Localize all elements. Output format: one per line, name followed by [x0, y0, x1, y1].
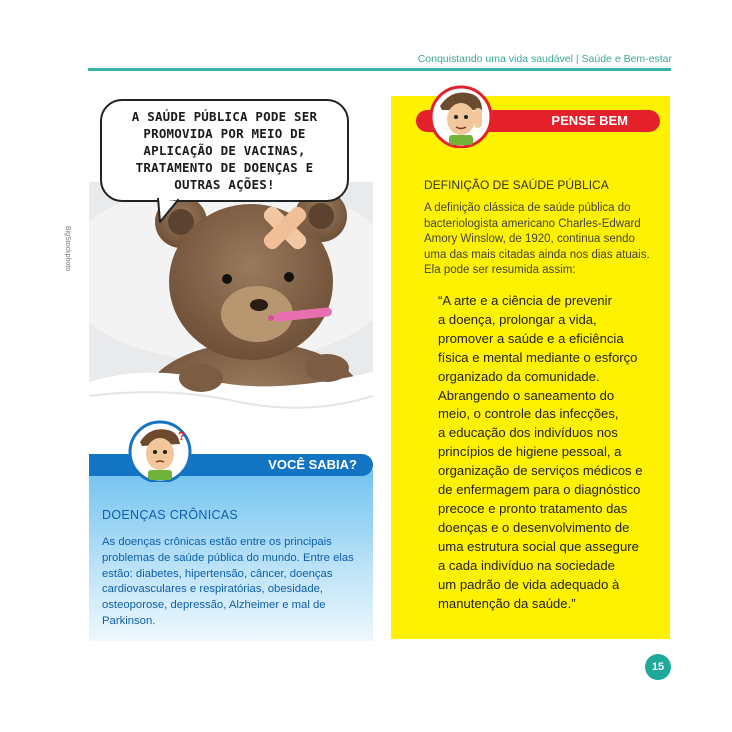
pense-bem-label: PENSE BEM: [551, 113, 628, 128]
voce-sabia-title: DOENÇAS CRÔNICAS: [102, 508, 239, 522]
pense-bem-title: DEFINIÇÃO DE SAÚDE PÚBLICA: [424, 178, 609, 192]
page-number: 15: [645, 654, 671, 680]
voce-sabia-body: As doenças crônicas estão entre os principais problemas de saúde pública do mundo. Entre elas estão: diabetes, hipertensão, câncer, doenças cardiovasculares e respiratórias, obesidade, osteoporose, depressão, Alzheimer e mal de Parkinson.: [102, 536, 354, 627]
header-rule: [88, 68, 671, 71]
winslow-quote: “A arte e a ciência de prevenir a doença, prolongar a vida, promover a saúde e a eficiência física e mental mediante o esforço organizado da comunidade. Abrangendo o saneamento do meio, o controle das infecções, a educação dos indivíduos nos princípios de higiene pessoal, a organização de serviços médicos e de enfermagem para o diagnóstico precoce e pronto tratamento das doenças e o desenvolvimento de uma estrutura social que assegure a cada indivíduo na sociedade um padrão de vida adequado à manutenção da saúde.”: [438, 293, 643, 611]
svg-text:?: ?: [178, 429, 186, 443]
thinking-kid-icon: [428, 84, 494, 148]
running-header: Conquistando uma vida saudável | Saúde e Bem-estar: [417, 53, 672, 65]
pense-bem-intro: A definição clássica de saúde pública do bacteriologista americano Charles-Edward Amory Winslow, de 1920, continua sendo uma das mais citadas ainda nos dias atuais. Ela pode ser resumida assim:: [424, 202, 650, 276]
teddy-bear-illustration: [89, 182, 373, 432]
photo-credit: BigStockphoto: [64, 226, 71, 272]
speech-bubble-tail: [156, 198, 186, 224]
speech-bubble: [100, 99, 349, 202]
teddy-bear-photo: [89, 182, 373, 432]
voce-sabia-label: VOCÊ SABIA?: [268, 457, 357, 472]
thinking-kid-icon: [128, 420, 192, 482]
speech-bubble-text: A SAÚDE PÚBLICA PODE SER PROMOVIDA POR MEIO DE APLICAÇÃO DE VACINAS, TRATAMENTO DE DOENÇAS E OUTRAS AÇÕES!: [131, 109, 318, 192]
